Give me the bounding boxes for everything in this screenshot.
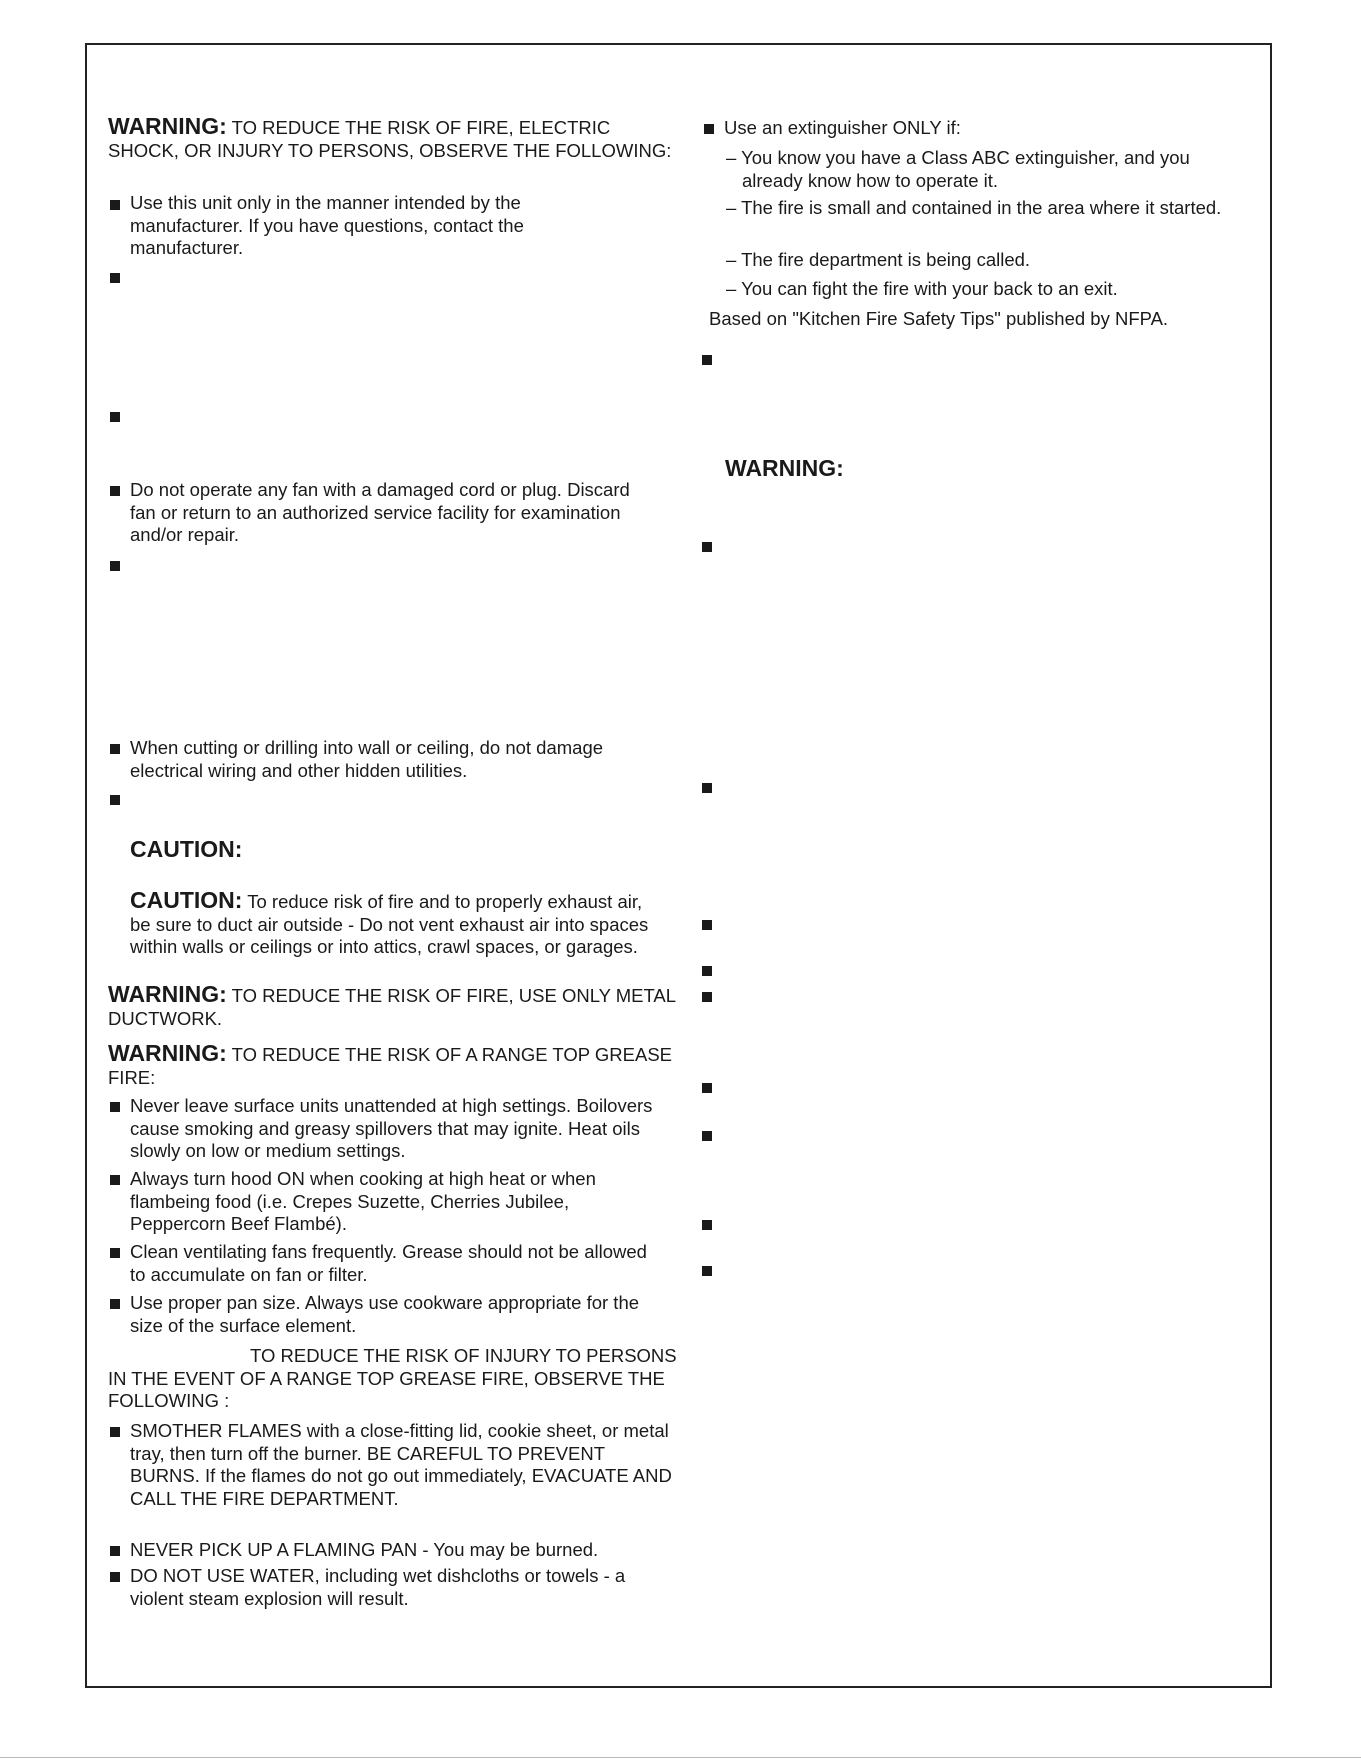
- caution-text: To reduce risk of fire and to properly exhaust air, be sure to duct air outside - Do not vent exhaust air into spaces within walls or ceilings or into attics, crawl spaces, or garages.: [130, 891, 649, 957]
- condition-fire-dept: – The fire department is being called.: [726, 249, 1031, 270]
- warning-block-electric: [108, 115, 678, 162]
- list-item-pan-size: Use proper pan size. Always use cookware appropriate for the size of the surface element.: [130, 1292, 640, 1336]
- bullet-icon: [702, 966, 712, 976]
- bullet-icon: [110, 1299, 120, 1309]
- bullet-icon: [702, 992, 712, 1002]
- bullet-icon: [702, 355, 712, 365]
- list-item-smother-flames: SMOTHER FLAMES with a close-fitting lid, cookie sheet, or metal tray, then turn off the burner. BE CAREFUL TO PREVENT BURNS. If the flames do not go out immediately, EVACUATE AND CALL THE FIRE DEPARTMENT.: [130, 1420, 672, 1509]
- caution-heading: CAUTION:: [130, 836, 243, 862]
- condition-small-fire: – The fire is small and contained in the area where it started.: [726, 197, 1222, 218]
- warning-block-grease-fire: [108, 1042, 678, 1089]
- bullet-icon: [702, 1083, 712, 1093]
- bullet-icon: [110, 273, 120, 283]
- page-bottom-edge: [0, 1757, 1361, 1758]
- warning-text: TO REDUCE THE RISK OF FIRE, ELECTRIC SHOCK, OR INJURY TO PERSONS, OBSERVE THE FOLLOWING:: [108, 117, 672, 161]
- bullet-icon: [110, 1572, 120, 1582]
- bullet-icon: [110, 795, 120, 805]
- list-item-damaged-cord: Do not operate any fan with a damaged cord or plug. Discard fan or return to an authorized service facility for examination and/or repair.: [130, 479, 630, 545]
- warning-heading-right: WARNING:: [725, 455, 844, 481]
- warning-label: WARNING:: [108, 1040, 227, 1066]
- bullet-icon: [702, 1131, 712, 1141]
- bullet-icon: [702, 1266, 712, 1276]
- bullet-icon: [702, 920, 712, 930]
- list-item-clean-fans: Clean ventilating fans frequently. Grease should not be allowed to accumulate on fan or filter.: [130, 1241, 647, 1285]
- bullet-icon: [110, 412, 120, 422]
- bullet-icon: [704, 124, 714, 134]
- list-item-surface-units: Never leave surface units unattended at high settings. Boilovers cause smoking and greasy spillovers that may ignite. Heat oils slowly on low or medium settings.: [130, 1095, 653, 1161]
- list-item-hood-on: Always turn hood ON when cooking at high heat or when flambeing food (i.e. Crepes Suzette, Cherries Jubilee, Peppercorn Beef Flambé).: [130, 1168, 596, 1234]
- warning-label: WARNING:: [108, 113, 227, 139]
- bullet-icon: [702, 542, 712, 552]
- bullet-icon: [110, 1175, 120, 1185]
- caution-block-ducting: [130, 889, 665, 959]
- bullet-icon: [110, 1546, 120, 1556]
- bullet-icon: [110, 561, 120, 571]
- source-note: Based on "Kitchen Fire Safety Tips" published by NFPA.: [709, 308, 1169, 329]
- warning-text: TO REDUCE THE RISK OF A RANGE TOP GREASE FIRE:: [108, 1044, 672, 1088]
- condition-back-to-exit: – You can fight the fire with your back to an exit.: [726, 278, 1118, 299]
- warning-block-injury: TO REDUCE THE RISK OF INJURY TO PERSONS IN THE EVENT OF A RANGE TOP GREASE FIRE, OBSERVE THE FOLLOWING :: [108, 1345, 677, 1411]
- condition-class-abc: – You know you have a Class ABC extinguisher, and you already know how to operate it.: [726, 147, 1190, 191]
- list-item-extinguisher: Use an extinguisher ONLY if:: [724, 117, 961, 138]
- list-item-no-water: DO NOT USE WATER, including wet dishcloths or towels - a violent steam explosion will result.: [130, 1565, 626, 1609]
- bullet-icon: [110, 486, 120, 496]
- warning-block-ductwork: [108, 983, 678, 1030]
- warning-label: WARNING:: [108, 981, 227, 1007]
- bullet-icon: [702, 1220, 712, 1230]
- warning-text: TO REDUCE THE RISK OF FIRE, USE ONLY METAL DUCTWORK.: [108, 985, 676, 1029]
- bullet-icon: [110, 744, 120, 754]
- list-item-hidden-utilities: When cutting or drilling into wall or ceiling, do not damage electrical wiring and other hidden utilities.: [130, 737, 604, 781]
- bullet-icon: [702, 783, 712, 793]
- bullet-icon: [110, 1248, 120, 1258]
- list-item-intended-use: Use this unit only in the manner intended by the manufacturer. If you have questions, contact the manufacturer.: [130, 192, 524, 258]
- bullet-icon: [110, 1427, 120, 1437]
- bullet-icon: [110, 1102, 120, 1112]
- caution-label: CAUTION:: [130, 887, 243, 913]
- list-item-flaming-pan: NEVER PICK UP A FLAMING PAN - You may be burned.: [130, 1539, 599, 1560]
- bullet-icon: [110, 200, 120, 210]
